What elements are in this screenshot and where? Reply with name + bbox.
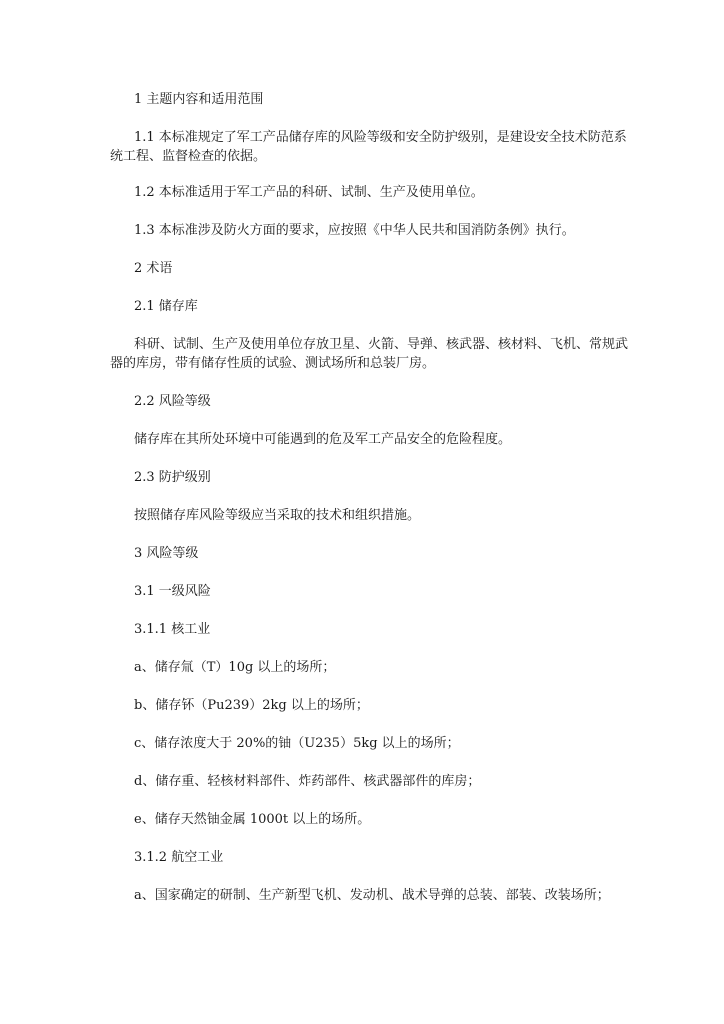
paragraph-2-3: 按照储存库风险等级应当采取的技术和组织措施。 [134, 508, 421, 523]
paragraph-1-2: 1.2 本标准适用于军工产品的科研、试制、生产及使用单位。 [134, 185, 484, 200]
subheading-3-1-2: 3.1.2 航空工业 [134, 850, 224, 865]
list-item-a-aviation: a、国家确定的研制、生产新型飞机、发动机、战术导弹的总装、部装、改装场所； [134, 888, 610, 903]
section-heading-2: 2 术语 [134, 261, 173, 276]
paragraph-1-1-line2: 统工程、监督检查的依据。 [110, 149, 267, 164]
subheading-2-2: 2.2 风险等级 [134, 394, 211, 409]
section-heading-1: 1 主题内容和适用范围 [134, 92, 264, 107]
list-item-b: b、储存钚（Pu239）2kg 以上的场所； [134, 698, 369, 713]
subheading-2-1: 2.1 储存库 [134, 299, 198, 314]
list-item-e: e、储存天然铀金属 1000t 以上的场所。 [134, 812, 371, 827]
list-item-a: a、储存氚（T）10g 以上的场所； [134, 660, 336, 675]
list-item-c: c、储存浓度大于 20%的铀（U235）5kg 以上的场所； [134, 736, 460, 751]
subheading-2-3: 2.3 防护级别 [134, 470, 211, 485]
list-item-d: d、储存重、轻核材料部件、炸药部件、核武器部件的库房； [134, 774, 481, 789]
section-heading-3: 3 风险等级 [134, 546, 199, 561]
subheading-3-1-1: 3.1.1 核工业 [134, 622, 211, 637]
paragraph-1-1-line1: 1.1 本标准规定了军工产品储存库的风险等级和安全防护级别，是建设安全技术防范系 [134, 130, 627, 145]
paragraph-1-3: 1.3 本标准涉及防火方面的要求，应按照《中华人民共和国消防条例》执行。 [134, 223, 575, 238]
paragraph-2-1-line1: 科研、试制、生产及使用单位存放卫星、火箭、导弹、核武器、核材料、飞机、常规武 [134, 337, 629, 352]
paragraph-2-2: 储存库在其所处环境中可能遇到的危及军工产品安全的危险程度。 [134, 432, 512, 447]
subheading-3-1: 3.1 一级风险 [134, 584, 211, 599]
paragraph-2-1-line2: 器的库房，带有储存性质的试验、测试场所和总装厂房。 [110, 356, 436, 371]
